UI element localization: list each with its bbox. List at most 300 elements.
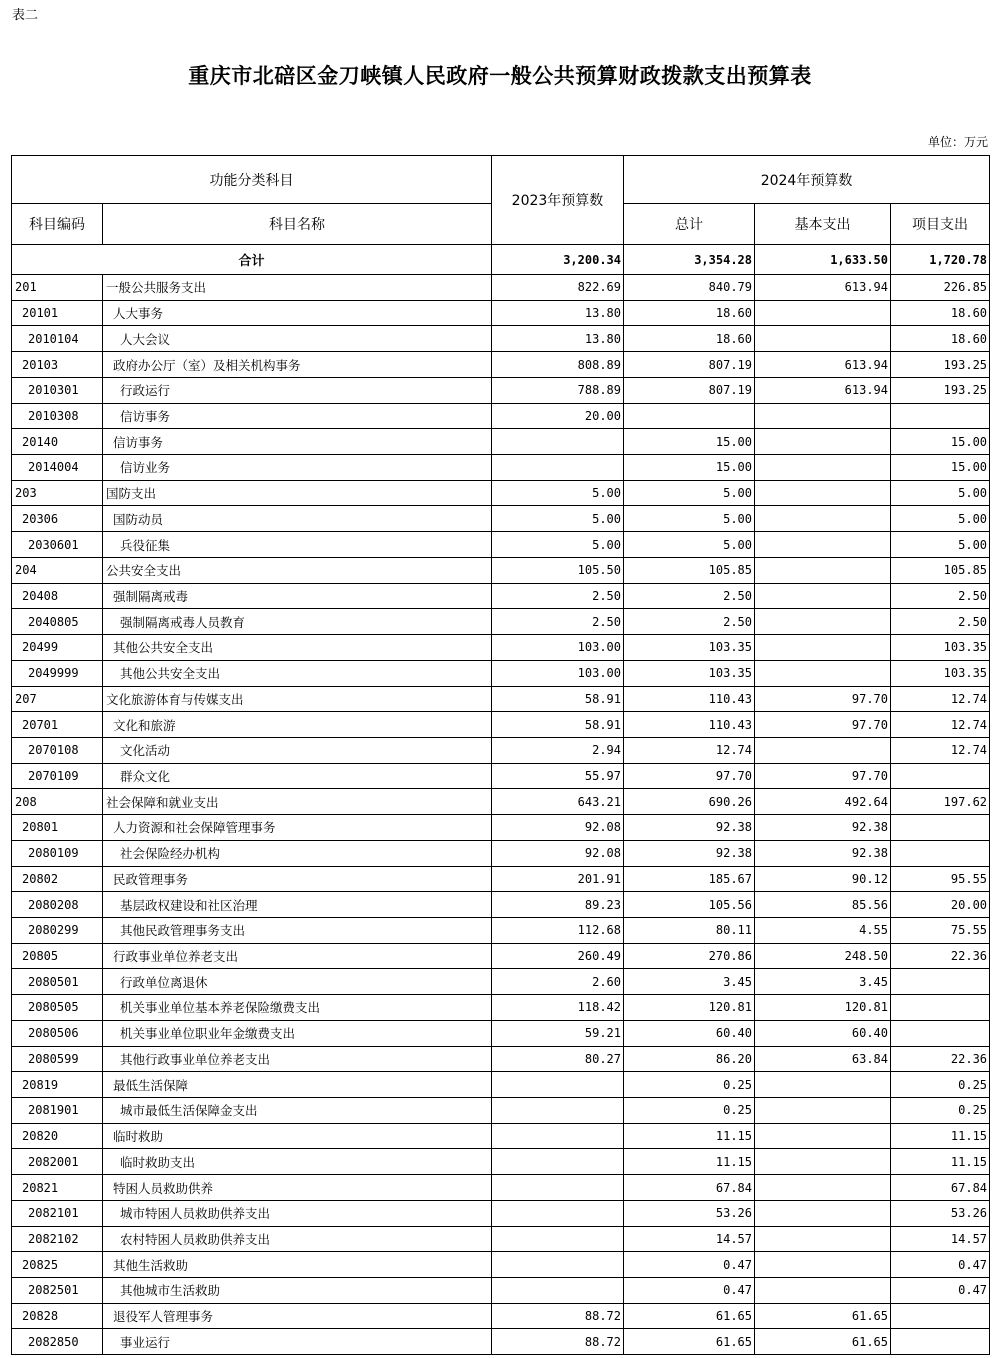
prev-budget-cell: 808.89 (492, 352, 624, 378)
total-cell: 110.43 (624, 686, 755, 712)
total-cell: 103.35 (624, 635, 755, 661)
name-cell: 信访事务 (103, 403, 492, 429)
prev-budget-cell: 58.91 (492, 712, 624, 738)
name-cell: 人大事务 (103, 300, 492, 326)
name-cell: 其他行政事业单位养老支出 (103, 1046, 492, 1072)
prev-budget-cell: 55.97 (492, 763, 624, 789)
total-prev-cell: 3,200.34 (492, 245, 624, 275)
project-cell: 105.85 (891, 557, 990, 583)
project-cell: 14.57 (891, 1226, 990, 1252)
table-row (12, 275, 990, 301)
project-cell: 193.25 (891, 352, 990, 378)
table-row (12, 789, 990, 815)
table-row (12, 943, 990, 969)
name-cell: 文化和旅游 (103, 712, 492, 738)
project-cell: 20.00 (891, 892, 990, 918)
basic-cell (755, 557, 891, 583)
basic-cell (755, 1098, 891, 1124)
table-row (12, 1226, 990, 1252)
basic-cell (755, 1149, 891, 1175)
header-name: 科目名称 (103, 204, 492, 245)
code-cell: 2081901 (12, 1098, 103, 1124)
prev-budget-cell (492, 1098, 624, 1124)
table-row (12, 1149, 990, 1175)
basic-cell: 613.94 (755, 275, 891, 301)
project-cell: 2.50 (891, 583, 990, 609)
prev-budget-cell: 80.27 (492, 1046, 624, 1072)
table-row (12, 352, 990, 378)
table-row (12, 1252, 990, 1278)
project-cell: 75.55 (891, 917, 990, 943)
total-label: 合计 (12, 245, 492, 275)
basic-cell: 120.81 (755, 995, 891, 1021)
total-project-cell: 1,720.78 (891, 245, 990, 275)
basic-cell (755, 635, 891, 661)
project-cell: 22.36 (891, 1046, 990, 1072)
prev-budget-cell (492, 1175, 624, 1201)
table-row (12, 480, 990, 506)
table-row (12, 455, 990, 481)
name-cell: 机关事业单位职业年金缴费支出 (103, 1020, 492, 1046)
basic-cell (755, 1200, 891, 1226)
table-row (12, 429, 990, 455)
basic-cell: 60.40 (755, 1020, 891, 1046)
code-cell: 20828 (12, 1303, 103, 1329)
table-body (12, 245, 990, 1355)
table-row (12, 557, 990, 583)
name-cell: 民政管理事务 (103, 866, 492, 892)
code-cell: 2080208 (12, 892, 103, 918)
name-cell: 信访事务 (103, 429, 492, 455)
prev-budget-cell: 103.00 (492, 660, 624, 686)
name-cell: 政府办公厅（室）及相关机构事务 (103, 352, 492, 378)
unit-label: 单位：万元 (927, 135, 988, 149)
basic-cell (755, 737, 891, 763)
prev-budget-cell: 92.08 (492, 815, 624, 841)
prev-budget-cell: 788.89 (492, 377, 624, 403)
prev-budget-cell (492, 1123, 624, 1149)
name-cell: 其他公共安全支出 (103, 660, 492, 686)
project-cell: 67.84 (891, 1175, 990, 1201)
basic-cell (755, 1226, 891, 1252)
budget-table (11, 155, 990, 1355)
table-row (12, 686, 990, 712)
project-cell (891, 763, 990, 789)
basic-cell (755, 506, 891, 532)
code-cell: 20821 (12, 1175, 103, 1201)
total-cell: 5.00 (624, 506, 755, 532)
prev-budget-cell (492, 1278, 624, 1304)
name-cell: 城市特困人员救助供养支出 (103, 1200, 492, 1226)
project-cell: 18.60 (891, 300, 990, 326)
name-cell: 农村特困人员救助供养支出 (103, 1226, 492, 1252)
name-cell: 文化旅游体育与传媒支出 (103, 686, 492, 712)
project-cell: 11.15 (891, 1123, 990, 1149)
total-cell: 270.86 (624, 943, 755, 969)
table-row (12, 1329, 990, 1355)
code-cell: 2082850 (12, 1329, 103, 1355)
name-cell: 基层政权建设和社区治理 (103, 892, 492, 918)
prev-budget-cell: 13.80 (492, 326, 624, 352)
table-row (12, 969, 990, 995)
basic-cell (755, 1175, 891, 1201)
code-cell: 2080506 (12, 1020, 103, 1046)
code-cell: 2014004 (12, 455, 103, 481)
table-row (12, 1123, 990, 1149)
table-row (12, 1072, 990, 1098)
code-cell: 2040805 (12, 609, 103, 635)
name-cell: 一般公共服务支出 (103, 275, 492, 301)
project-cell (891, 1020, 990, 1046)
code-cell: 2082102 (12, 1226, 103, 1252)
prev-budget-cell: 260.49 (492, 943, 624, 969)
total-cell: 110.43 (624, 712, 755, 738)
total-basic-cell: 1,633.50 (755, 245, 891, 275)
table-row (12, 712, 990, 738)
total-cell: 67.84 (624, 1175, 755, 1201)
code-cell: 20306 (12, 506, 103, 532)
code-cell: 2070109 (12, 763, 103, 789)
basic-cell (755, 1252, 891, 1278)
basic-cell: 97.70 (755, 763, 891, 789)
total-total-cell: 3,354.28 (624, 245, 755, 275)
table-row (12, 660, 990, 686)
prev-budget-cell: 103.00 (492, 635, 624, 661)
table-row (12, 1046, 990, 1072)
project-cell: 18.60 (891, 326, 990, 352)
code-cell: 2070108 (12, 737, 103, 763)
total-cell: 185.67 (624, 866, 755, 892)
name-cell: 兵役征集 (103, 532, 492, 558)
name-cell: 群众文化 (103, 763, 492, 789)
code-cell: 204 (12, 557, 103, 583)
total-cell: 0.25 (624, 1098, 755, 1124)
name-cell: 公共安全支出 (103, 557, 492, 583)
table-row (12, 1200, 990, 1226)
prev-budget-cell (492, 1226, 624, 1252)
table-row (12, 1175, 990, 1201)
code-cell: 20140 (12, 429, 103, 455)
total-cell: 15.00 (624, 429, 755, 455)
name-cell: 行政事业单位养老支出 (103, 943, 492, 969)
total-cell: 18.60 (624, 300, 755, 326)
project-cell (891, 840, 990, 866)
basic-cell: 3.45 (755, 969, 891, 995)
total-cell: 14.57 (624, 1226, 755, 1252)
basic-cell (755, 1072, 891, 1098)
header-basic: 基本支出 (755, 204, 891, 245)
name-cell: 文化活动 (103, 737, 492, 763)
project-cell: 0.47 (891, 1252, 990, 1278)
total-cell: 2.50 (624, 583, 755, 609)
code-cell: 20103 (12, 352, 103, 378)
basic-cell: 85.56 (755, 892, 891, 918)
name-cell: 其他城市生活救助 (103, 1278, 492, 1304)
prev-budget-cell: 2.50 (492, 609, 624, 635)
total-cell: 5.00 (624, 480, 755, 506)
name-cell: 强制隔离戒毒人员教育 (103, 609, 492, 635)
code-cell: 20805 (12, 943, 103, 969)
total-cell: 92.38 (624, 815, 755, 841)
total-cell: 3.45 (624, 969, 755, 995)
name-cell: 城市最低生活保障金支出 (103, 1098, 492, 1124)
prev-budget-cell: 112.68 (492, 917, 624, 943)
prev-budget-cell: 59.21 (492, 1020, 624, 1046)
code-cell: 20408 (12, 583, 103, 609)
name-cell: 信访业务 (103, 455, 492, 481)
total-cell: 97.70 (624, 763, 755, 789)
total-cell: 105.85 (624, 557, 755, 583)
table-row (12, 840, 990, 866)
code-cell: 208 (12, 789, 103, 815)
name-cell: 特困人员救助供养 (103, 1175, 492, 1201)
table-row (12, 1020, 990, 1046)
total-cell: 840.79 (624, 275, 755, 301)
prev-budget-cell: 58.91 (492, 686, 624, 712)
code-cell: 20701 (12, 712, 103, 738)
basic-cell: 97.70 (755, 686, 891, 712)
project-cell (891, 1303, 990, 1329)
name-cell: 人力资源和社会保障管理事务 (103, 815, 492, 841)
code-cell: 20802 (12, 866, 103, 892)
project-cell (891, 1329, 990, 1355)
table-row (12, 300, 990, 326)
project-cell: 193.25 (891, 377, 990, 403)
basic-cell: 61.65 (755, 1303, 891, 1329)
project-cell: 12.74 (891, 712, 990, 738)
total-cell: 690.26 (624, 789, 755, 815)
name-cell: 社会保险经办机构 (103, 840, 492, 866)
project-cell: 2.50 (891, 609, 990, 635)
project-cell: 0.47 (891, 1278, 990, 1304)
prev-budget-cell (492, 1149, 624, 1175)
basic-cell (755, 532, 891, 558)
project-cell (891, 969, 990, 995)
code-cell: 2010301 (12, 377, 103, 403)
table-row (12, 866, 990, 892)
basic-cell: 90.12 (755, 866, 891, 892)
basic-cell (755, 583, 891, 609)
total-cell: 61.65 (624, 1303, 755, 1329)
name-cell: 人大会议 (103, 326, 492, 352)
basic-cell (755, 300, 891, 326)
prev-budget-cell (492, 1252, 624, 1278)
code-cell: 2080599 (12, 1046, 103, 1072)
table-row (12, 917, 990, 943)
prev-budget-cell: 13.80 (492, 300, 624, 326)
project-cell (891, 995, 990, 1021)
total-cell: 807.19 (624, 352, 755, 378)
prev-budget-cell: 89.23 (492, 892, 624, 918)
prev-budget-cell: 2.50 (492, 583, 624, 609)
project-cell: 15.00 (891, 429, 990, 455)
prev-budget-cell: 5.00 (492, 480, 624, 506)
table-row (12, 609, 990, 635)
total-cell: 92.38 (624, 840, 755, 866)
table-header (12, 156, 990, 245)
project-cell: 22.36 (891, 943, 990, 969)
total-cell: 80.11 (624, 917, 755, 943)
basic-cell (755, 326, 891, 352)
code-cell: 2080109 (12, 840, 103, 866)
basic-cell: 248.50 (755, 943, 891, 969)
name-cell: 行政运行 (103, 377, 492, 403)
project-cell (891, 403, 990, 429)
prev-budget-cell: 5.00 (492, 532, 624, 558)
basic-cell: 492.64 (755, 789, 891, 815)
prev-budget-cell: 20.00 (492, 403, 624, 429)
basic-cell: 4.55 (755, 917, 891, 943)
project-cell: 226.85 (891, 275, 990, 301)
code-cell: 207 (12, 686, 103, 712)
project-cell: 5.00 (891, 506, 990, 532)
basic-cell (755, 609, 891, 635)
table-row (12, 1303, 990, 1329)
name-cell: 临时救助支出 (103, 1149, 492, 1175)
header-project: 项目支出 (891, 204, 990, 245)
prev-budget-cell: 2.60 (492, 969, 624, 995)
table-number: 表二 (12, 8, 39, 23)
code-cell: 20801 (12, 815, 103, 841)
total-cell: 60.40 (624, 1020, 755, 1046)
table-row (12, 583, 990, 609)
table-row (12, 532, 990, 558)
name-cell: 最低生活保障 (103, 1072, 492, 1098)
code-cell: 203 (12, 480, 103, 506)
basic-cell (755, 660, 891, 686)
name-cell: 国防动员 (103, 506, 492, 532)
code-cell: 20101 (12, 300, 103, 326)
prev-budget-cell: 822.69 (492, 275, 624, 301)
total-cell: 0.47 (624, 1278, 755, 1304)
prev-budget-cell (492, 455, 624, 481)
code-cell: 20820 (12, 1123, 103, 1149)
code-cell: 201 (12, 275, 103, 301)
name-cell: 其他生活救助 (103, 1252, 492, 1278)
code-cell: 2010308 (12, 403, 103, 429)
total-cell: 15.00 (624, 455, 755, 481)
table-row (12, 635, 990, 661)
header-total: 总计 (624, 204, 755, 245)
header-code: 科目编码 (12, 204, 103, 245)
prev-budget-cell (492, 1200, 624, 1226)
header-prev-budget: 2023年预算数 (492, 156, 624, 245)
prev-budget-cell: 88.72 (492, 1329, 624, 1355)
basic-cell: 97.70 (755, 712, 891, 738)
name-cell: 行政单位离退休 (103, 969, 492, 995)
prev-budget-cell: 5.00 (492, 506, 624, 532)
table-row (12, 506, 990, 532)
project-cell: 12.74 (891, 686, 990, 712)
basic-cell (755, 455, 891, 481)
total-cell: 18.60 (624, 326, 755, 352)
prev-budget-cell (492, 429, 624, 455)
code-cell: 2049999 (12, 660, 103, 686)
basic-cell (755, 1123, 891, 1149)
basic-cell (755, 480, 891, 506)
total-cell: 12.74 (624, 737, 755, 763)
prev-budget-cell: 643.21 (492, 789, 624, 815)
code-cell: 2082101 (12, 1200, 103, 1226)
prev-budget-cell: 105.50 (492, 557, 624, 583)
total-cell: 5.00 (624, 532, 755, 558)
total-cell: 11.15 (624, 1123, 755, 1149)
project-cell: 103.35 (891, 660, 990, 686)
header-cur-budget: 2024年预算数 (624, 156, 990, 204)
total-cell: 103.35 (624, 660, 755, 686)
project-cell: 103.35 (891, 635, 990, 661)
name-cell: 事业运行 (103, 1329, 492, 1355)
name-cell: 国防支出 (103, 480, 492, 506)
table-row (12, 377, 990, 403)
project-cell: 197.62 (891, 789, 990, 815)
code-cell: 2082501 (12, 1278, 103, 1304)
basic-cell: 92.38 (755, 840, 891, 866)
prev-budget-cell: 118.42 (492, 995, 624, 1021)
total-cell (624, 403, 755, 429)
basic-cell: 63.84 (755, 1046, 891, 1072)
name-cell: 临时救助 (103, 1123, 492, 1149)
name-cell: 强制隔离戒毒 (103, 583, 492, 609)
code-cell: 20499 (12, 635, 103, 661)
table-row (12, 763, 990, 789)
prev-budget-cell (492, 1072, 624, 1098)
total-cell: 61.65 (624, 1329, 755, 1355)
prev-budget-cell: 88.72 (492, 1303, 624, 1329)
table-row (12, 737, 990, 763)
project-cell: 5.00 (891, 480, 990, 506)
document-title: 重庆市北碚区金刀峡镇人民政府一般公共预算财政拨款支出预算表 (188, 63, 812, 88)
project-cell: 0.25 (891, 1098, 990, 1124)
project-cell (891, 815, 990, 841)
project-cell: 15.00 (891, 455, 990, 481)
basic-cell (755, 429, 891, 455)
name-cell: 机关事业单位基本养老保险缴费支出 (103, 995, 492, 1021)
name-cell: 其他公共安全支出 (103, 635, 492, 661)
total-cell: 807.19 (624, 377, 755, 403)
total-cell: 105.56 (624, 892, 755, 918)
table-row (12, 815, 990, 841)
basic-cell (755, 403, 891, 429)
table-row (12, 995, 990, 1021)
code-cell: 20825 (12, 1252, 103, 1278)
code-cell: 2010104 (12, 326, 103, 352)
total-cell: 0.25 (624, 1072, 755, 1098)
table-row (12, 403, 990, 429)
table-row (12, 326, 990, 352)
table-row (12, 1278, 990, 1304)
basic-cell: 613.94 (755, 352, 891, 378)
total-cell: 120.81 (624, 995, 755, 1021)
name-cell: 其他民政管理事务支出 (103, 917, 492, 943)
code-cell: 2080505 (12, 995, 103, 1021)
code-cell: 2080501 (12, 969, 103, 995)
total-cell: 2.50 (624, 609, 755, 635)
prev-budget-cell: 201.91 (492, 866, 624, 892)
header-func-category: 功能分类科目 (12, 156, 492, 204)
basic-cell: 613.94 (755, 377, 891, 403)
prev-budget-cell: 2.94 (492, 737, 624, 763)
project-cell: 12.74 (891, 737, 990, 763)
project-cell: 53.26 (891, 1200, 990, 1226)
name-cell: 社会保障和就业支出 (103, 789, 492, 815)
code-cell: 20819 (12, 1072, 103, 1098)
project-cell: 11.15 (891, 1149, 990, 1175)
basic-cell (755, 1278, 891, 1304)
total-cell: 0.47 (624, 1252, 755, 1278)
project-cell: 0.25 (891, 1072, 990, 1098)
basic-cell: 92.38 (755, 815, 891, 841)
